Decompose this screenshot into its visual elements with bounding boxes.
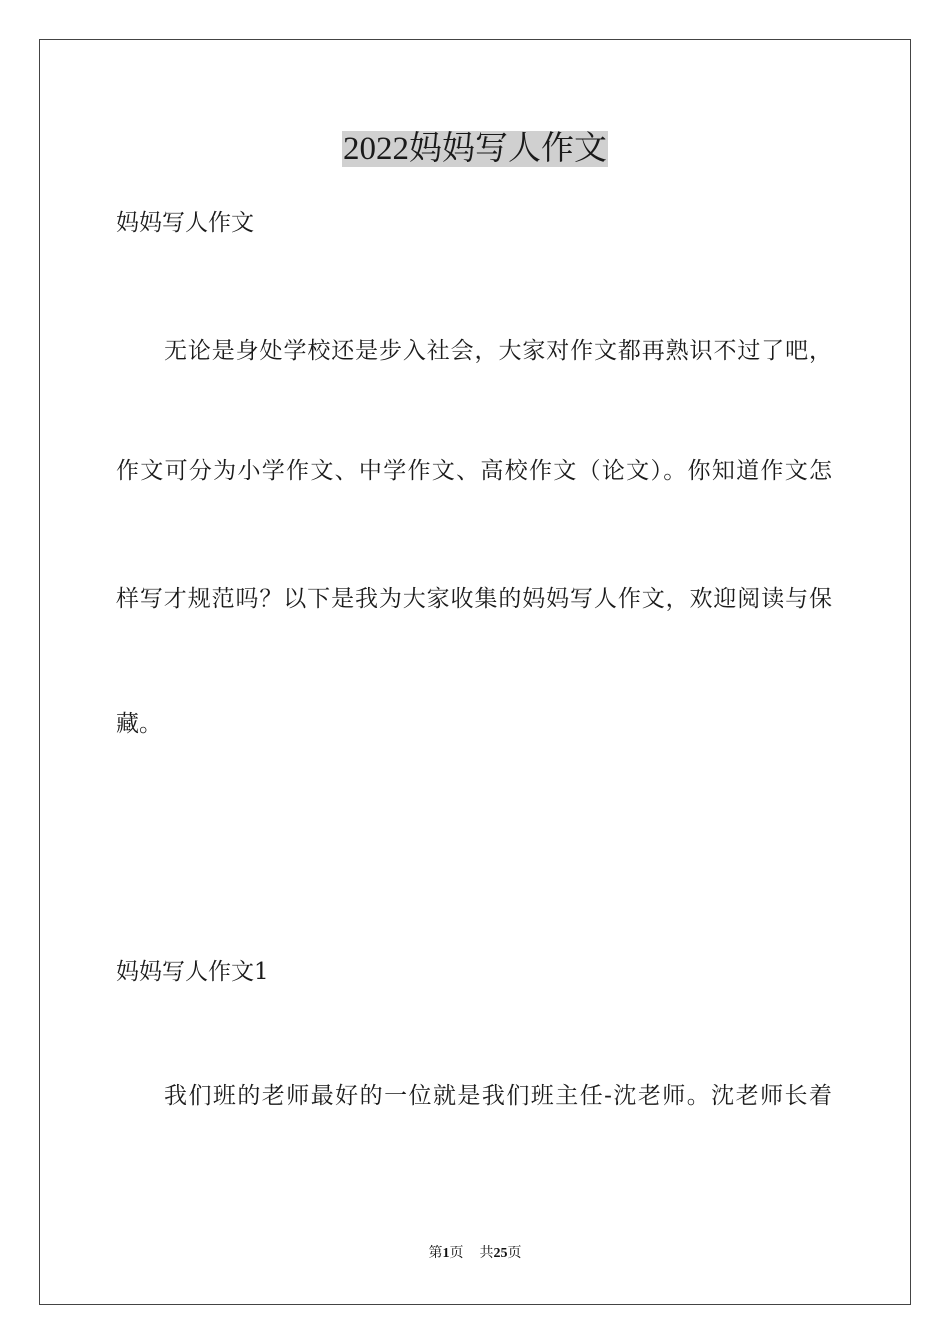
footer-page-prefix: 第 (428, 1246, 443, 1261)
footer-total-pages: 25 (493, 1246, 508, 1261)
footer-page-suffix: 页 (449, 1246, 464, 1261)
paragraph-line: 无论是身处学校还是步入社会，大家对作文都再熟识不过了吧， (164, 338, 832, 364)
page-footer (0, 1245, 950, 1263)
section-paragraph-line: 我们班的老师最好的一位就是我们班主任-沈老师。沈老师长着 (164, 1083, 832, 1109)
document-subtitle: 妈妈写人作文 (116, 210, 254, 236)
paragraph-line: 藏。 (116, 711, 162, 737)
footer-total-suffix: 页 (507, 1246, 522, 1261)
paragraph-line: 作文可分为小学作文、中学作文、高校作文（论文）。你知道作文怎 (116, 458, 832, 484)
section-heading: 妈妈写人作文1 (116, 959, 269, 985)
document-title (0, 124, 950, 174)
document-title-text: 2022妈妈写人作文 (343, 131, 607, 167)
paragraph-line: 样写才规范吗？以下是我为大家收集的妈妈写人作文，欢迎阅读与保 (116, 586, 832, 612)
footer-page-number: 1 (442, 1246, 450, 1261)
footer-total-prefix: 共 (479, 1246, 494, 1261)
